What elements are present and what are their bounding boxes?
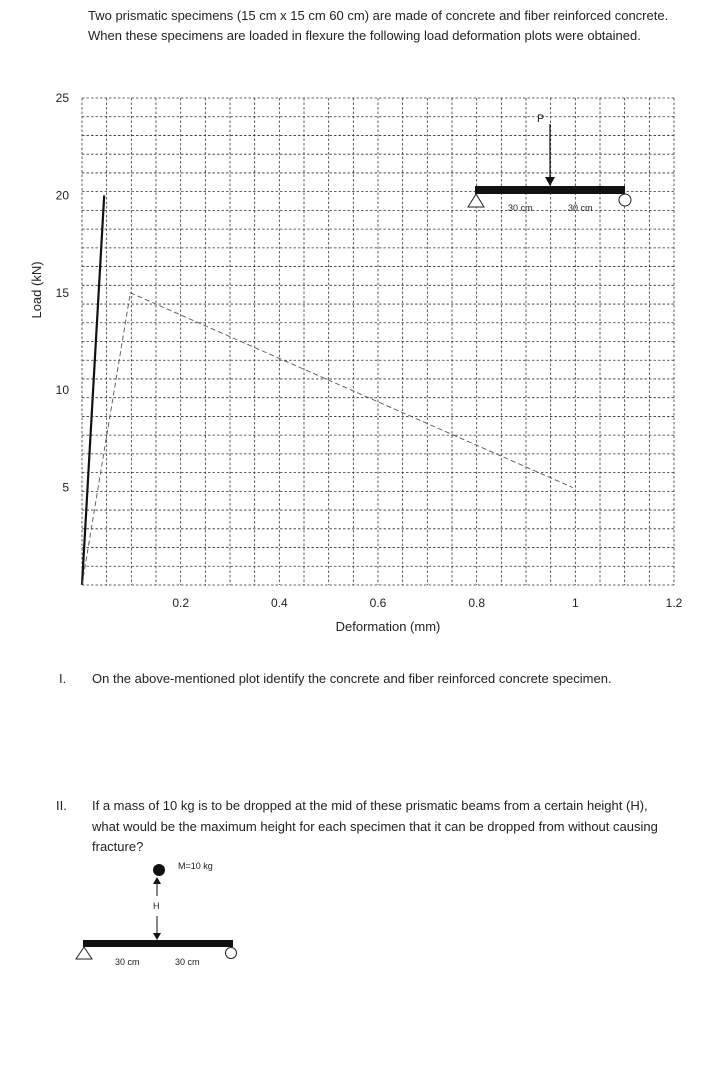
mass-ball-icon: [153, 864, 165, 876]
question-1-text: On the above-mentioned plot identify the concrete and fiber reinforced concrete specimen.: [92, 671, 612, 686]
y-tick-label: 5: [62, 480, 69, 495]
x-axis-label: Deformation (mm): [335, 619, 441, 634]
x-tick-label: 1.2: [665, 596, 683, 610]
question-1-number: I.: [59, 671, 67, 686]
drop-pin-support-icon: [76, 947, 92, 959]
mass-label: M=10 kg: [178, 861, 213, 871]
intro-paragraph: Two prismatic specimens (15 cm x 15 cm 60 cm) are made of concrete and fiber reinforced concrete. When these specimens are loaded in flexure the following load deformation plots were obtained.: [88, 8, 669, 43]
x-tick-label: 0.4: [270, 596, 288, 610]
span-right-label: 30 cm: [568, 203, 593, 213]
x-tick-label: 1: [571, 596, 579, 610]
drop-beam-body: [83, 940, 233, 947]
y-tick-label: 25: [55, 91, 69, 105]
question-2-number: II.: [56, 798, 67, 813]
drop-roller-support-icon: [226, 948, 237, 959]
height-label: H: [153, 901, 160, 911]
y-tick-label: 10: [55, 383, 69, 398]
y-tick-label: 15: [55, 285, 69, 300]
drop-span-left-label: 30 cm: [115, 957, 140, 967]
load-label: P: [537, 113, 545, 125]
height-arrow-down-icon: [153, 933, 161, 940]
drop-span-right-label: 30 cm: [175, 957, 200, 967]
height-arrow-up-icon: [153, 877, 161, 884]
x-tick-label: 0.2: [172, 596, 190, 610]
x-tick-label: 0.6: [369, 596, 387, 610]
question-2-text: If a mass of 10 kg is to be dropped at the mid of these prismatic beams from a certain height (H), what would be the maximum height for each specimen that it can be dropped from without causing fracture?: [92, 798, 658, 854]
y-axis-label: Load (kN): [29, 261, 44, 319]
y-tick-label: 20: [55, 188, 69, 203]
x-tick-label: 0.8: [468, 596, 486, 610]
span-left-label: 30 cm: [508, 203, 533, 213]
